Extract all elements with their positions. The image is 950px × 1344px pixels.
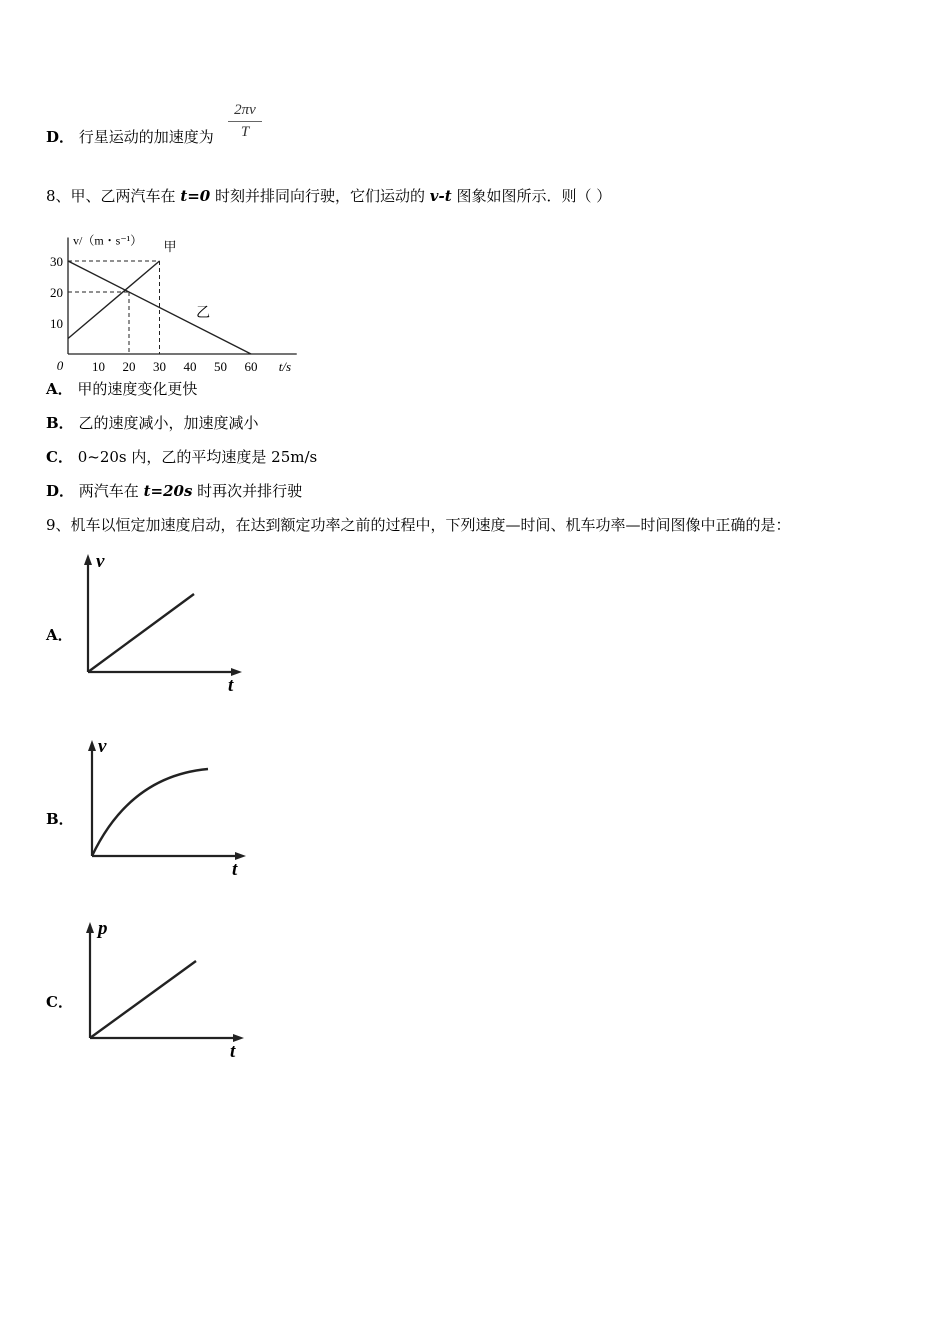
y-axis-label: p — [98, 918, 108, 939]
q8-option-a-label: A． — [46, 380, 73, 398]
x-tick-label: 10 — [92, 359, 105, 372]
q7-option-d-label: D． — [46, 128, 75, 146]
series-label-yi: 乙 — [196, 305, 211, 321]
q8-option-b — [46, 413, 258, 433]
q9-option-c-label: C． — [46, 993, 73, 1011]
q8-option-d-time: t=20s — [143, 482, 193, 500]
q8-stem — [46, 186, 611, 206]
q9-graph-a — [76, 552, 256, 702]
y-axis-title: v/（m・s⁻¹） — [73, 233, 143, 248]
q8-option-a — [46, 379, 197, 399]
x-axis-label: t — [230, 1041, 236, 1062]
x-tick-label: 60 — [244, 359, 258, 372]
q8-option-d-label: D． — [46, 482, 75, 500]
y-arrow — [86, 922, 94, 933]
y-tick-label: 10 — [50, 316, 63, 331]
q8-option-d-text: 时再次并排行驶 — [192, 482, 303, 500]
x-tick-label: 30 — [153, 359, 166, 372]
x-axis-title: t/s — [278, 359, 292, 372]
q8-option-d-text: 两汽车在 — [78, 482, 144, 500]
x-tick-label: 20 — [122, 359, 136, 372]
q8-stem-part: 图象如图所示．则（ ） — [451, 187, 612, 205]
y-tick-label: 20 — [50, 285, 63, 300]
q8-option-a-text: 甲的速度变化更快 — [77, 380, 198, 398]
q8-option-b-label: B． — [46, 414, 74, 432]
q8-stem-t0: t=0 — [180, 187, 211, 205]
q8-option-c-text: 0~20s 内，乙的平均速度是 25m/s — [77, 448, 318, 466]
q7-option-d-text: 行星运动的加速度为 — [78, 128, 214, 146]
q8-stem-vt: v-t — [429, 187, 452, 205]
series-line — [90, 961, 196, 1038]
q8-option-b-text: 乙的速度减小，加速度减小 — [78, 414, 259, 432]
y-axis-label: v — [96, 552, 105, 572]
q9-graph-c — [78, 916, 258, 1066]
y-arrow — [88, 740, 96, 751]
series-line — [88, 594, 194, 672]
q8-option-c-label: C． — [46, 448, 73, 466]
series-label-jia: 甲 — [163, 239, 177, 254]
x-tick-label: 40 — [183, 359, 197, 372]
q9-graph-b — [80, 736, 260, 886]
y-tick-label: 30 — [50, 254, 63, 269]
y-axis-label: v — [98, 736, 107, 757]
q9-stem: 9、机车以恒定加速度启动，在达到额定功率之前的过程中，下列速度—时间、机车功率—时间图像中正确的是： — [46, 516, 791, 534]
origin-label: 0 — [56, 358, 64, 372]
x-axis-label: t — [228, 675, 234, 696]
q7-option-d — [46, 127, 214, 147]
q9-option-a-label: A． — [46, 626, 73, 644]
formula-numerator: 2πv — [228, 102, 262, 122]
q8-stem-part: 8、甲、乙两汽车在 — [46, 187, 181, 205]
x-tick-label: 50 — [214, 359, 227, 372]
series-curve — [92, 769, 208, 856]
q9-option-b-label: B． — [46, 810, 74, 828]
q8-option-c — [46, 447, 317, 467]
q8-option-d — [46, 481, 302, 501]
formula-fraction — [228, 102, 262, 141]
x-axis-label: t — [232, 859, 238, 880]
q8-stem-part: 时刻并排同向行驶，它们运动的 — [210, 187, 430, 205]
y-arrow — [84, 554, 92, 565]
formula-denominator: T — [240, 124, 250, 140]
vt-chart — [40, 212, 300, 372]
